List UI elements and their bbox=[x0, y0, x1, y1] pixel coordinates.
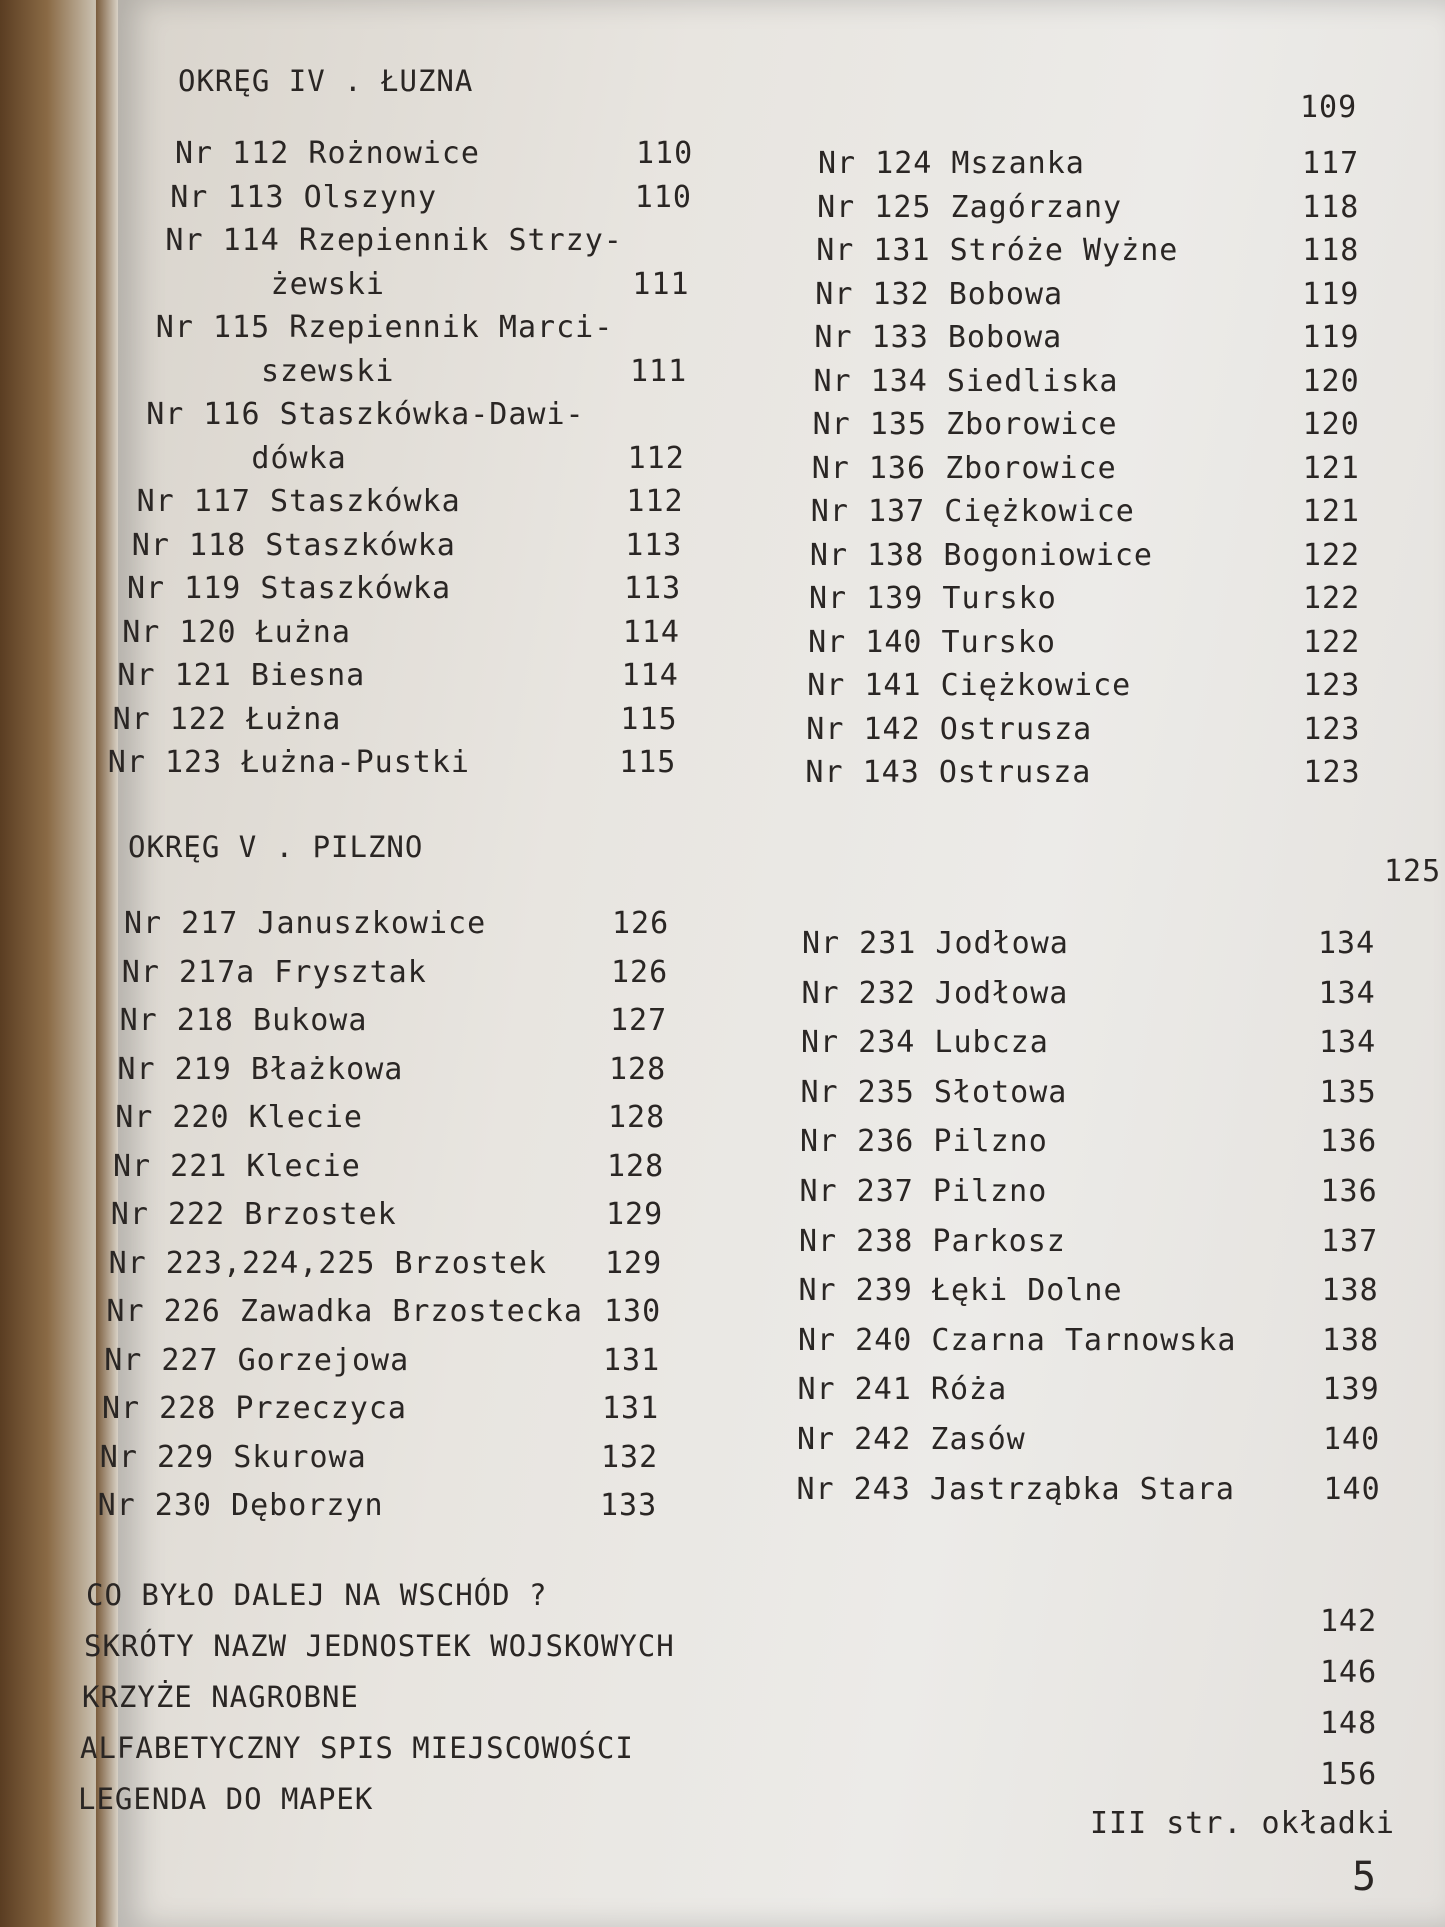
toc-entry-title: Nr 137 Ciężkowice bbox=[810, 494, 1135, 529]
toc-entry-title: Nr 118 Staszkówka bbox=[131, 527, 456, 563]
toc-entry-title: Nr 238 Parkosz bbox=[799, 1223, 1066, 1259]
toc-entry-title: Nr 218 Bukowa bbox=[119, 1003, 368, 1038]
toc-entry-title: Nr 235 Słotowa bbox=[800, 1074, 1068, 1110]
toc-entry-title: Nr 116 Staszkówka-Dawi- bbox=[146, 397, 585, 432]
toc-entry-title: Nr 236 Pilzno bbox=[800, 1124, 1048, 1160]
toc-entry-title: szewski bbox=[261, 353, 395, 389]
toc-entry-page: 111 bbox=[630, 353, 688, 389]
toc-entry-page: 135 bbox=[1319, 1074, 1377, 1110]
end-matter-page: 148 bbox=[1320, 1706, 1378, 1741]
toc-entry-title: Nr 143 Ostrusza bbox=[805, 755, 1092, 790]
toc-entry-title: Nr 223,224,225 Brzostek bbox=[108, 1245, 548, 1281]
toc-entry-title: Nr 217a Frysztak bbox=[121, 954, 427, 990]
toc-entry-title: Nr 239 Łęki Dolne bbox=[798, 1273, 1123, 1309]
toc-entry-page: 134 bbox=[1318, 926, 1376, 961]
toc-entry-page: 134 bbox=[1318, 975, 1376, 1011]
toc-entry-page: 131 bbox=[602, 1391, 660, 1426]
end-matter-page: 142 bbox=[1320, 1604, 1378, 1639]
toc-entry-title: Nr 117 Staszkówka bbox=[136, 484, 461, 519]
toc-entry-page: 137 bbox=[1321, 1223, 1379, 1259]
section5-heading: OKRĘG V . PILZNO bbox=[128, 830, 424, 864]
toc-entry-page: 139 bbox=[1322, 1372, 1380, 1408]
toc-entry-page: 122 bbox=[1303, 624, 1361, 660]
toc-entry-title: Nr 241 Róża bbox=[797, 1372, 1008, 1408]
toc-entry-title: Nr 141 Ciężkowice bbox=[807, 668, 1132, 703]
toc-entry-page: 111 bbox=[632, 266, 690, 302]
toc-entry-title: Nr 139 Tursko bbox=[809, 581, 1057, 616]
toc-entry-title: Nr 135 Zborowice bbox=[812, 407, 1118, 442]
end-matter-title: LEGENDA DO MAPEK bbox=[78, 1782, 374, 1816]
end-matter-page: 156 bbox=[1320, 1757, 1378, 1792]
toc-entry-page: 127 bbox=[609, 1003, 668, 1038]
toc-entry-title: żewski bbox=[270, 266, 385, 302]
toc-entry-title: Nr 122 Łużna bbox=[112, 701, 342, 737]
toc-entry-page: 113 bbox=[624, 571, 682, 606]
toc-entry-title: Nr 232 Jodłowa bbox=[801, 975, 1069, 1011]
section4-heading-page: 109 bbox=[1300, 90, 1358, 125]
toc-entry-page: 128 bbox=[607, 1148, 665, 1184]
toc-entry-title: Nr 140 Tursko bbox=[808, 624, 1056, 660]
toc-entry-page: 138 bbox=[1322, 1322, 1380, 1358]
toc-entry-title: Nr 124 Mszanka bbox=[818, 146, 1085, 181]
toc-entry-page: 121 bbox=[1302, 494, 1360, 529]
toc-entry-title: Nr 115 Rzepiennik Marci- bbox=[155, 310, 614, 345]
toc-entry-page: 119 bbox=[1302, 276, 1360, 312]
toc-entry-page: 128 bbox=[608, 1051, 667, 1087]
toc-entry-title: Nr 231 Jodłowa bbox=[802, 926, 1069, 961]
toc-entry-page: 126 bbox=[610, 954, 669, 990]
toc-entry-title: Nr 125 Zagórzany bbox=[817, 189, 1123, 225]
toc-entry-page: 121 bbox=[1302, 450, 1360, 486]
toc-entry-page: 136 bbox=[1320, 1174, 1378, 1209]
toc-entry-page: 122 bbox=[1303, 581, 1361, 616]
toc-entry-title: Nr 228 Przeczyca bbox=[102, 1391, 407, 1426]
toc-entry-title: Nr 113 Olszyny bbox=[170, 179, 438, 215]
toc-entry-page: 123 bbox=[1303, 668, 1361, 703]
toc-entry-title: Nr 243 Jastrząbka Stara bbox=[796, 1471, 1235, 1507]
toc-entry-page: 132 bbox=[600, 1439, 659, 1475]
toc-entry-title: Nr 138 Bogoniowice bbox=[809, 537, 1153, 573]
toc-entry-page: 128 bbox=[607, 1100, 666, 1135]
end-matter-page: 146 bbox=[1320, 1655, 1378, 1690]
toc-entry-page: 140 bbox=[1323, 1471, 1381, 1507]
toc-entry-page: 119 bbox=[1302, 320, 1360, 355]
toc-entry-title: Nr 133 Bobowa bbox=[814, 320, 1063, 355]
toc-entry-page: 118 bbox=[1302, 189, 1360, 225]
end-matter-title: KRZYŻE NAGROBNE bbox=[82, 1680, 359, 1714]
toc-entry-title: Nr 142 Ostrusza bbox=[806, 711, 1093, 747]
toc-entry-page: 112 bbox=[627, 440, 685, 476]
toc-entry-page: 122 bbox=[1302, 537, 1361, 573]
toc-entry-page: 136 bbox=[1320, 1124, 1378, 1160]
toc-entry-title: Nr 112 Rożnowice bbox=[175, 136, 480, 171]
toc-entry-page: 118 bbox=[1302, 233, 1360, 268]
end-matter-title: ALFABETYCZNY SPIS MIEJSCOWOŚCI bbox=[80, 1731, 634, 1765]
toc-entry-page: 110 bbox=[634, 179, 692, 215]
toc-entry-page: 129 bbox=[604, 1245, 663, 1281]
toc-entry-page: 123 bbox=[1303, 711, 1361, 747]
toc-entry-title: Nr 217 Januszkowice bbox=[124, 906, 487, 941]
toc-entry-title: Nr 121 Biesna bbox=[117, 658, 366, 693]
section5-heading-page: 125 bbox=[1384, 854, 1442, 889]
toc-entry-page: 138 bbox=[1321, 1273, 1379, 1309]
toc-entry-page: 129 bbox=[605, 1197, 664, 1232]
toc-entry-page: 123 bbox=[1303, 755, 1361, 790]
toc-entry-page: 133 bbox=[599, 1488, 658, 1523]
toc-entry-title: Nr 134 Siedliska bbox=[813, 363, 1119, 399]
toc-entry-title: Nr 242 Zasów bbox=[797, 1422, 1026, 1457]
toc-entry-page: 126 bbox=[612, 906, 670, 941]
toc-entry-title: Nr 222 Brzostek bbox=[110, 1197, 397, 1232]
end-matter-title: SKRÓTY NAZW JEDNOSTEK WOJSKOWYCH bbox=[84, 1629, 675, 1663]
toc-entry-page: 120 bbox=[1302, 407, 1360, 442]
toc-entry-page: 115 bbox=[619, 745, 677, 780]
toc-entry-title: Nr 230 Dęborzyn bbox=[97, 1488, 384, 1523]
toc-entry-title: Nr 114 Rzepiennik Strzy- bbox=[165, 223, 623, 258]
end-matter-title: CO BYŁO DALEJ NA WSCHÓD ? bbox=[86, 1578, 548, 1612]
toc-entry-page: 140 bbox=[1323, 1422, 1381, 1457]
toc-entry-title: Nr 237 Pilzno bbox=[799, 1174, 1048, 1209]
toc-entry-title: Nr 219 Błażkowa bbox=[117, 1051, 404, 1087]
toc-entry-page: 131 bbox=[602, 1342, 661, 1378]
toc-entry-page: 112 bbox=[626, 484, 684, 519]
toc-entry-title: Nr 136 Zborowice bbox=[811, 450, 1117, 486]
toc-entry-title: Nr 131 Stróże Wyżne bbox=[816, 233, 1179, 268]
toc-entry-title: Nr 120 Łużna bbox=[122, 614, 351, 650]
toc-entry-title: Nr 240 Czarna Tarnowska bbox=[798, 1322, 1237, 1358]
toc-entry-page: 113 bbox=[625, 527, 683, 563]
toc-entry-title: Nr 226 Zawadka Brzostecka bbox=[106, 1294, 583, 1329]
toc-entry-title: Nr 227 Gorzejowa bbox=[104, 1342, 410, 1378]
toc-entry-title: Nr 221 Klecie bbox=[113, 1148, 361, 1184]
toc-entry-page: 130 bbox=[603, 1294, 662, 1329]
page-folio: 5 bbox=[1352, 1854, 1377, 1900]
toc-entry-title: Nr 234 Lubcza bbox=[801, 1025, 1049, 1061]
toc-entry-title: Nr 229 Skurowa bbox=[99, 1439, 367, 1475]
toc-entry-page: 110 bbox=[636, 136, 694, 171]
toc-entry-title: Nr 123 Łużna-Pustki bbox=[107, 745, 470, 780]
toc-entry-page: 114 bbox=[621, 658, 679, 693]
toc-entry-page: 114 bbox=[622, 614, 680, 650]
toc-entry-title: dówka bbox=[251, 440, 347, 476]
toc-entry-page: 120 bbox=[1302, 363, 1360, 399]
end-matter-page: III str. okładki bbox=[1090, 1806, 1395, 1841]
section4-heading: OKRĘG IV . ŁUZNA bbox=[178, 64, 474, 98]
toc-entry-title: Nr 132 Bobowa bbox=[815, 276, 1064, 312]
toc-entry-page: 134 bbox=[1319, 1025, 1377, 1061]
toc-entry-title: Nr 119 Staszkówka bbox=[127, 571, 452, 606]
toc-entry-page: 115 bbox=[620, 701, 678, 737]
toc-entry-page: 117 bbox=[1302, 146, 1360, 181]
toc-entry-title: Nr 220 Klecie bbox=[115, 1100, 363, 1135]
